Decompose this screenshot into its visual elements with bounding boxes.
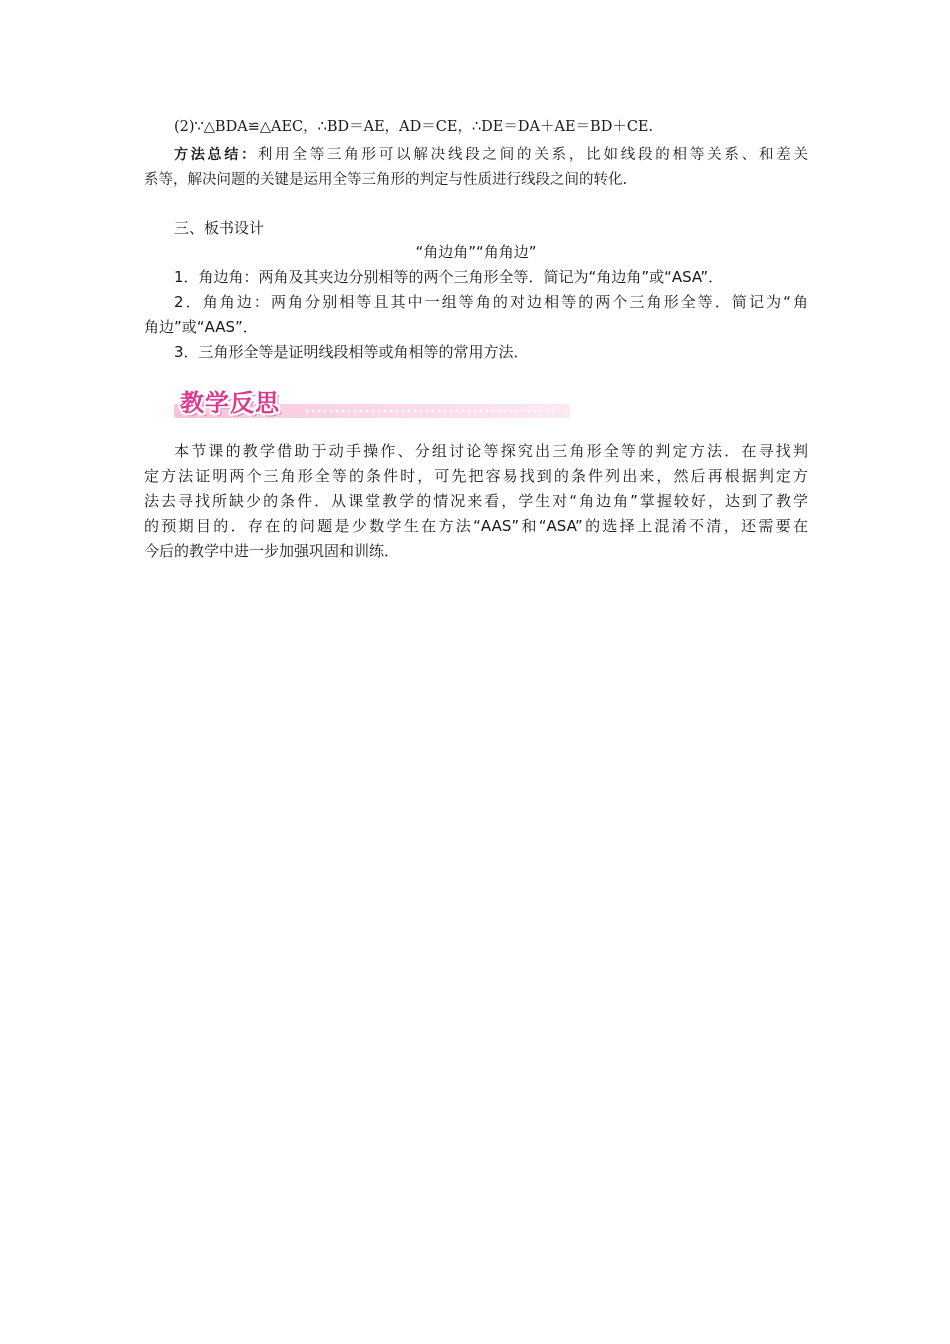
- board-item-3: 3．三角形全等是证明线段相等或角相等的常用方法．: [174, 343, 529, 361]
- reflection-banner: [174, 388, 570, 420]
- reflection-line-2: 定方法证明两个三角形全等的条件时，可先把容易找到的条件列出来，然后再根据判定方: [144, 467, 808, 485]
- board-item-1: 1．角边角：两角及其夹边分别相等的两个三角形全等．简记为“角边角”或“ASA”．: [174, 268, 724, 286]
- proof-line: (2)∵△BDA≌△AEC，∴BD＝AE，AD＝CE，∴DE＝DA＋AE＝BD＋CE.: [174, 119, 654, 135]
- method-summary-line-1: [174, 145, 808, 165]
- reflection-line-5: 今后的教学中进一步加强巩固和训练．: [144, 542, 400, 560]
- board-item-2: 2．角角边：两角分别相等且其中一组等角的对边相等的两个三角形全等．简记为“角: [174, 293, 808, 311]
- reflection-banner-dots: [304, 409, 554, 413]
- board-title: “角边角”“角角边”: [415, 243, 537, 261]
- reflection-line-1: 本节课的教学借助于动手操作、分组讨论等探究出三角形全等的判定方法．在寻找判: [174, 442, 808, 460]
- reflection-line-3: 法去寻找所缺少的条件．从课堂教学的情况来看，学生对“角边角”掌握较好，达到了教学: [144, 492, 808, 510]
- board-item-2-continued: 角边”或“AAS”．: [144, 318, 258, 336]
- section-heading: 三、板书设计: [174, 219, 265, 237]
- method-summary-label: 方法总结：: [174, 147, 258, 163]
- reflection-line-4: 的预期目的．存在的问题是少数学生在方法“AAS”和“ASA”的选择上混淆不清，还需要在: [144, 517, 808, 535]
- method-summary-line-2: 系等，解决问题的关键是运用全等三角形的判定与性质进行线段之间的转化.: [144, 172, 628, 188]
- method-summary-text-1: 利用全等三角形可以解决线段之间的关系，比如线段的相等关系、和差关: [257, 147, 808, 163]
- reflection-banner-title: 教学反思: [180, 389, 280, 417]
